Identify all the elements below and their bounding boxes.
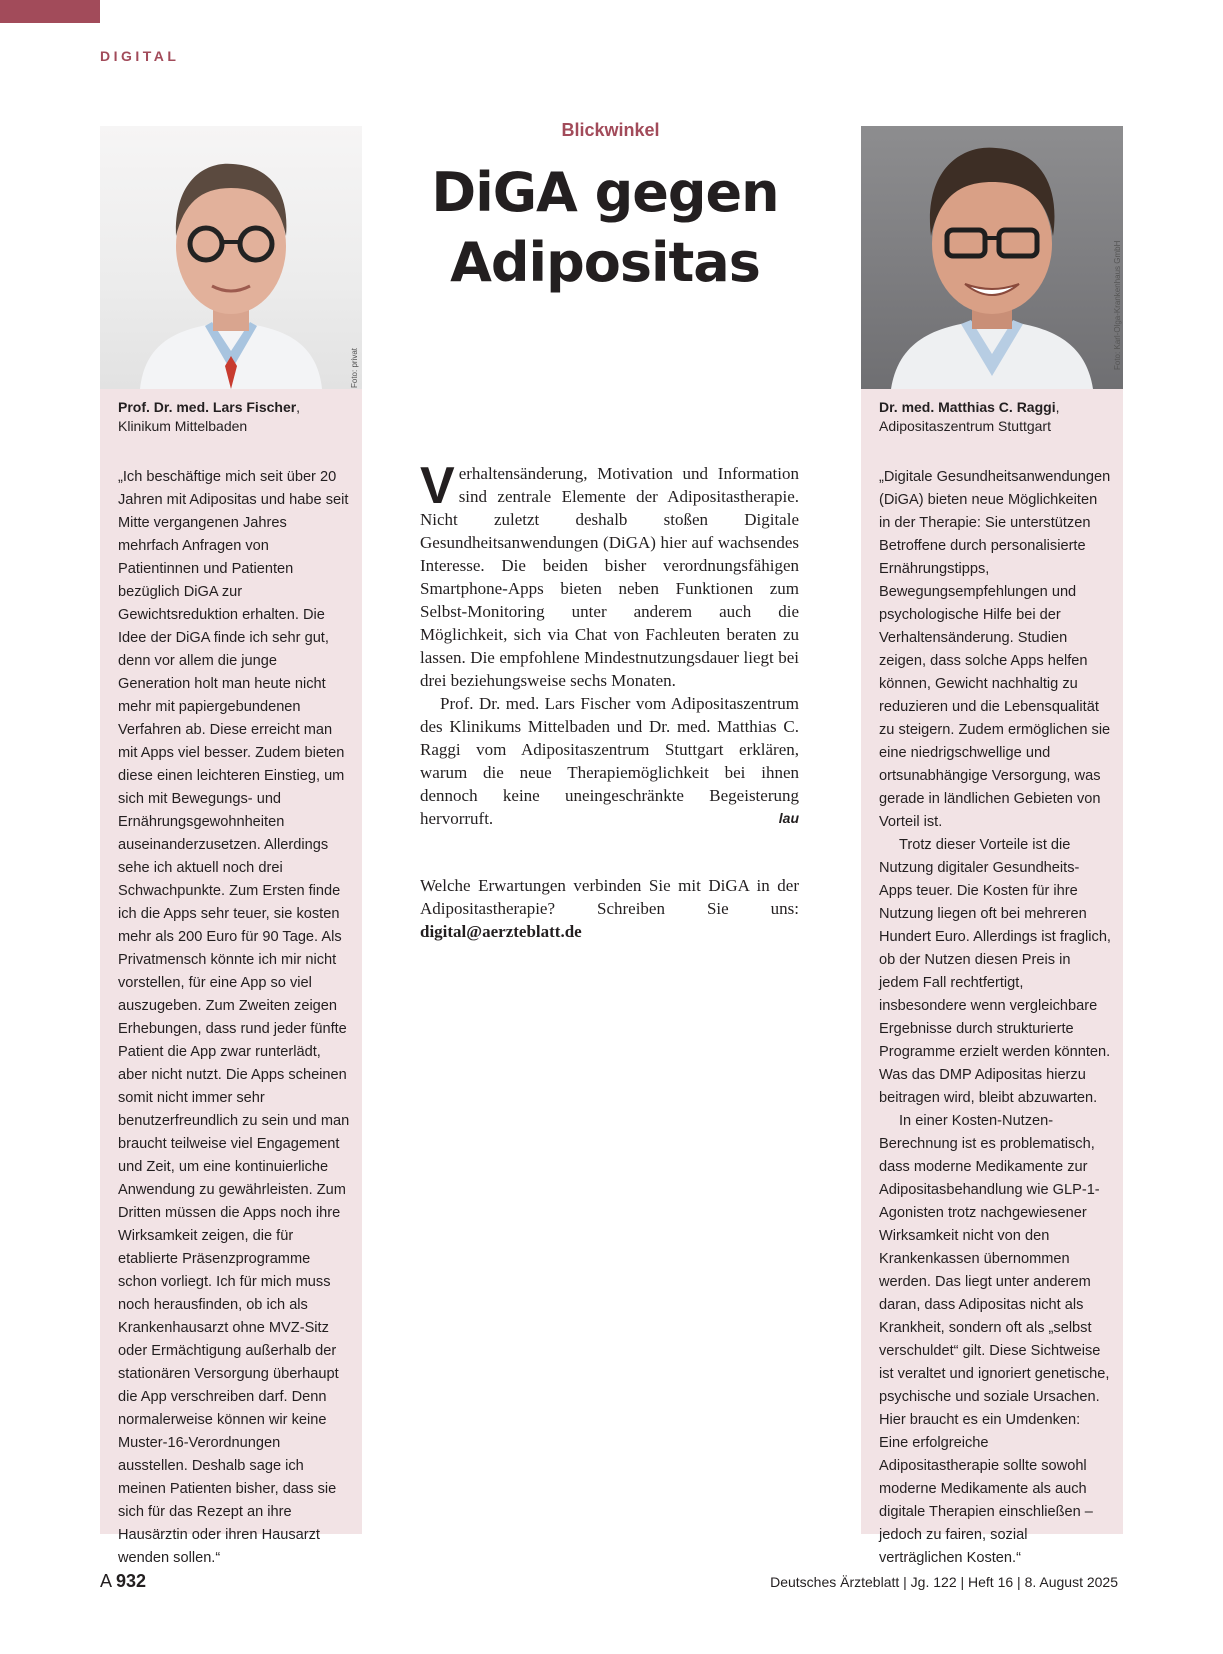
left-profile-panel — [100, 126, 362, 1566]
intro-paragraph-2: Prof. Dr. med. Lars Fischer vom Adipositaszentrum des Klinikums Mittelbaden und Dr. med. Matthias C. Raggi vom Adipositaszentrum Stuttgart erklären, warum die neue Therapiemöglichkeit bei ihnen dennoch keine uneingeschränkte Begeisterung hervorruft. — [420, 694, 799, 828]
page-number-value: 932 — [116, 1571, 147, 1591]
person-affiliation-left: Klinikum Mittelbaden — [118, 418, 248, 434]
author-tag: lau — [778, 810, 799, 826]
section-label: DIGITAL — [100, 48, 180, 64]
publication-info: Deutsches Ärzteblatt | Jg. 122 | Heft 16 | 8. August 2025 — [770, 1574, 1118, 1590]
call-to-action — [420, 874, 799, 943]
quote-right-p1: „Digitale Gesundheitsanwendungen (DiGA) bieten neue Möglichkeiten in der Therapie: Sie unterstützen Betroffene durch personalisierte Ernährungstipps, Bewegungsempfehlungen und psychologische Hilfe bei der Verhaltensänderung. Studien zeigen, dass solche Apps helfen können, Gewicht nachhaltig zu reduzieren und die Lebensqualität zu steigern. Zudem ermöglichen sie eine niedrigschwellige und ortsunabhängige Versorgung, was gerade in ländlichen Gebieten von Vorteil ist. — [879, 469, 1111, 830]
quote-right — [879, 466, 1111, 1570]
person-affiliation-right: Adipositaszentrum Stuttgart — [879, 418, 1051, 434]
quote-left-text: „Ich beschäftige mich seit über 20 Jahren mit Adipositas und habe seit Mitte vergangenen Jahres mehrfach Anfragen von Patientinnen und Patienten bezüglich DiGA zur Gewichtsreduktion erhalten. Die Idee der DiGA finde ich sehr gut, denn vor allem die junge Generation holt man heute nicht mehr mit papiergebundenen Verfahren ab. Diese erreicht man mit Apps viel besser. Zudem bieten diese einen leichteren Einstieg, um sich mit Bewegungs- und Ernährungsgewohnheiten auseinanderzusetzen. Allerdings sehe ich aktuell noch drei Schwachpunkte. Zum Ersten finde ich die Apps sehr teuer, sie kosten mehr als 200 Euro für 90 Tage. Als Privatmensch könnte ich mir nicht vorstellen, für eine App so viel auszugeben. Zum Zweiten zeigen Erhebungen, dass rund jeder fünfte Patient die App zwar runterlädt, aber nicht nutzt. Die Apps scheinen somit nicht immer sehr benutzerfreundlich zu sein und man braucht teilweise viel Engagement und Zeit, um eine kontinuierliche Anwendung zu gewährleisten. Zum Dritten müssen die Apps noch ihre Wirksamkeit zeigen, die für etablierte Präsenzprogramme schon vorliegt. Ich für mich muss noch herausfinden, ob ich als Krankenhausarzt ohne MVZ-Sitz oder Ermächtigung außerhalb der stationären Versorgung überhaupt die App verschreiben darf. Denn normalerweise können wir keine Muster-16-Verordnungen ausstellen. Deshalb sage ich meinen Patienten bisher, dass sie sich für das Rezept an ihre Hausärztin oder ihren Hausarzt wenden sollen.“ — [118, 469, 350, 1566]
portrait-illustration-right — [861, 126, 1123, 389]
person-name-right: Dr. med. Matthias C. Raggi, Adipositaszentrum Stuttgart — [879, 399, 1060, 434]
kicker: Blickwinkel — [561, 120, 660, 140]
dropcap: V — [420, 457, 455, 515]
person-name-left-text: Prof. Dr. med. Lars Fischer — [118, 399, 297, 415]
top-accent-bar — [0, 0, 100, 23]
intro-paragraph-1: erhaltensänderung, Motivation und Information sind zentrale Elemente der Adipositastherapie. Nicht zuletzt deshalb stoßen Digitale Gesundheitsanwendungen (DiGA) hier auf wachsendes Interesse. Die beiden bisher verordnungsfähigen Smartphone-Apps bieten neben Funktionen zum Selbst-Monitoring unter anderem auch die Möglichkeit, sich via Chat von Fachleuten beraten zu lassen. Die empfohlene Mindestnutzungsdauer liegt bei drei beziehungsweise sechs Monaten. — [420, 464, 799, 690]
kicker-wrapper — [0, 120, 1223, 141]
headline — [410, 158, 800, 298]
photo-credit-left: Foto: privat — [350, 347, 359, 388]
headline-line1: DiGA gegen — [431, 161, 779, 224]
intro-text — [420, 457, 799, 830]
page-prefix: A — [100, 1571, 112, 1591]
person-name-right-text: Dr. med. Matthias C. Raggi — [879, 399, 1056, 415]
quote-right-p2: Trotz dieser Vorteile ist die Nutzung digitaler Gesundheits-Apps teuer. Die Kosten für ihre Nutzung liegen oft bei mehreren Hundert Euro. Allerdings ist fraglich, ob der Nutzen diesen Preis in jedem Fall rechtfertigt, insbesondere wenn vergleichbare Ergebnisse durch strukturierte Programme erzielt werden könnten. Was das DMP Adipositas hierzu beitragen wird, bleibt abzuwarten. — [879, 837, 1111, 1106]
right-profile-panel — [861, 126, 1123, 1566]
headline-line2: Adipositas — [450, 231, 760, 294]
person-name-left: Prof. Dr. med. Lars Fischer, Klinikum Mittelbaden — [118, 399, 301, 434]
portrait-illustration-left — [100, 126, 362, 389]
quote-left — [118, 466, 350, 1570]
portrait-lars-fischer — [100, 126, 362, 389]
cta-email-link[interactable]: digital@aerzteblatt.de — [420, 922, 582, 941]
portrait-matthias-raggi — [861, 126, 1123, 389]
quote-right-p3: In einer Kosten-Nutzen-Berechnung ist es problematisch, dass moderne Medikamente zur Adipositasbehandlung wie GLP-1-Agonisten trotz nachgewiesener Wirksamkeit nicht von den Krankenkassen übernommen werden. Das liegt unter anderem daran, dass Adipositas nicht als Krankheit, sondern oft als „selbst verschuldet“ gilt. Diese Sichtweise ist veraltet und ignoriert genetische, psychische und soziale Ursachen. Hier braucht es ein Umdenken: Eine erfolgreiche Adipositastherapie sollte sowohl moderne Medikamente als auch digitale Therapien einschließen – jedoch zu fairen, sozial verträglichen Kosten.“ — [879, 1113, 1110, 1566]
photo-credit-right: Foto: Karl-Olga-Krankenhaus GmbH — [1113, 240, 1122, 370]
page-number — [100, 1571, 146, 1592]
cta-text: Welche Erwartungen verbinden Sie mit DiGA in der Adipositastherapie? Schreiben Sie uns: — [420, 876, 799, 918]
